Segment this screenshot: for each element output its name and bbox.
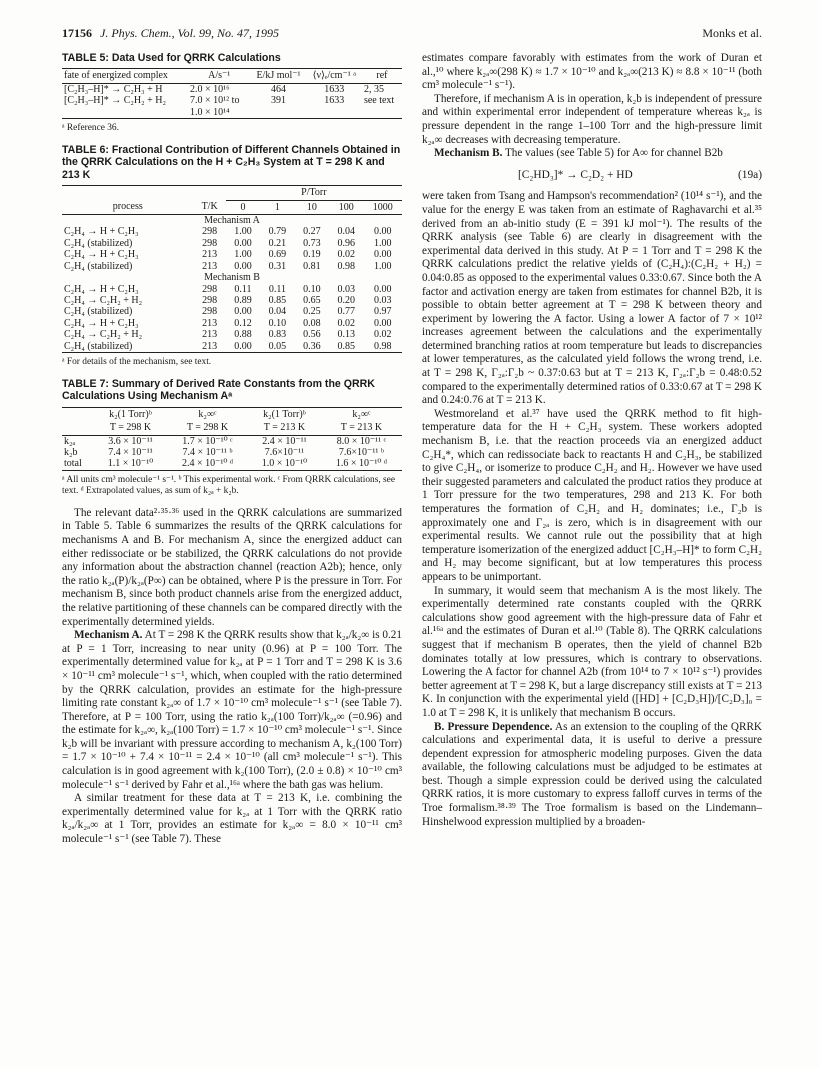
mechanism-b-paragraph	[422, 147, 762, 161]
table-cell: 0.73	[303, 237, 321, 249]
table-cell: 0.04	[268, 306, 287, 318]
table-cell: C₂H₄ → C₂H₂ + H₂	[64, 329, 143, 341]
table-row	[62, 249, 402, 260]
table-cell: 0.85	[268, 294, 287, 306]
table-row	[62, 238, 402, 249]
table6-header: 10	[295, 200, 329, 214]
body-paragraph: estimates compare favorably with estimates from the work of Duran et al.,¹⁰ where k₂ₐ∞(298 K) ≈ 1.7 × 10⁻¹⁰ and k₂ₐ∞(213 K) ≈ 8.8 × 10⁻¹¹ (both cm³ molecule⁻¹ s⁻¹).	[422, 52, 762, 92]
table-row	[62, 458, 402, 470]
table-row	[62, 435, 402, 447]
page-number: 17156	[62, 26, 92, 40]
table7-footnote: ᵃ All units cm³ molecule⁻¹ s⁻¹. ᵇ This experimental work. ᶜ From QRRK calculations, see text. ᵈ Extrapolated values, as sum of k₂ₐ + k₂b.	[62, 474, 395, 496]
mechanism-a-label: Mechanism A	[204, 215, 260, 227]
paragraph-text: As an extension to the coupling of the QRRK calculations and experimental data, it is useful to derive a pressure dependent expression for atmospheric modeling purposes. Given the data available, the following calculations must be adjudged to be estimates at best. Though a simple expression could be derived using the calculated QRRK ratios, it is more customary to express falloff curves in terms of the Troe formalism.³⁸·³⁹ The Troe formalism is based on the Lindemann–Hinshelwood expression multiplied by a broaden-	[422, 720, 762, 828]
table-cell: C₂H₄ (stabilized)	[64, 260, 133, 272]
table-cell: 0.97	[373, 306, 392, 318]
table7-header: T = 213 K	[321, 421, 402, 435]
table-cell: 0.20	[337, 294, 356, 306]
table-cell: 0.31	[268, 260, 287, 272]
paragraph-text: The values (see Table 5) for A∞ for channel B2b	[502, 147, 723, 160]
table-cell: 0.02	[373, 329, 392, 341]
right-column	[422, 52, 762, 829]
table-cell: C₂H₄ (stabilized)	[64, 237, 133, 249]
table7-header: T = 213 K	[248, 421, 321, 435]
table-cell: 213	[202, 249, 218, 261]
body-paragraph: were taken from Tsang and Hampson's recommendation² (10¹⁴ s⁻¹), and the value for the energy E was taken from an estimate of Raghavarchi et al.³⁵ derived from an ab-initio study (E = 391 kJ mol⁻¹). The results of the QRRK analysis (see Table 6) are clearly in disagreement with the experimental data derived in this study. At P = 1 Torr and T = 298 K the QRRK calculations predict the relative yields of (C₂H₄):(C₂H₂ + H₂) = 0.04:0.85 as opposed to the experimental values 0.33:0.67. Since both the A factor and activation energy are taken from estimates for channel B2b, it is possible to obtain better agreement at T = 298 K between theory and experiment by lowering the A factor. Using a lower A factor of 7 × 10¹² increases agreement between the calculations and the experimentally determined branching ratios at room temperature but leads to discrepancies at lower temperatures, as the calculated yield follows the wrong trend, i.e. at T = 298 K, Γ₂ₐ:Γ₂b ~ 0.37:0.63 but at T = 213 K, Γ₂ₐ:Γ₂b = 0.48:0.52 compared to the experimentally determined ratios of 0.33:0.67 at T = 298 K and 0.24:0.76 at T = 213 K.	[422, 190, 762, 407]
table-cell: 298	[202, 306, 218, 318]
table-cell: 0.36	[303, 340, 321, 352]
table-cell: 0.03	[337, 283, 356, 295]
table-cell: 0.77	[337, 306, 356, 318]
table-cell: 0.02	[337, 317, 356, 329]
table-cell: C₂H₄ → H + C₂H₃	[64, 317, 139, 329]
section-heading: Mechanism B.	[434, 147, 503, 160]
table7	[62, 407, 402, 471]
pressure-dependence-paragraph	[422, 721, 762, 830]
table-cell	[362, 107, 402, 119]
table7-header: T = 298 K	[94, 421, 167, 435]
table-cell: [C₂H₃–H]* → C₂H₂ + H₂	[64, 95, 166, 107]
table7-header	[62, 407, 94, 421]
table-cell: 2, 35	[363, 83, 384, 95]
table-cell: 298	[202, 294, 218, 306]
table-cell: 1.00	[234, 249, 252, 261]
table6-header: T/K	[194, 200, 226, 214]
mechanism-a-paragraph	[62, 629, 402, 792]
table-cell: see text	[363, 95, 395, 107]
table-cell: C₂H₄ (stabilized)	[64, 340, 133, 352]
table-cell: 7.6×10⁻¹¹	[264, 446, 305, 458]
table-cell: k₂b	[64, 446, 78, 458]
table5-header: A/s⁻¹	[188, 69, 250, 83]
table7-header	[62, 421, 94, 435]
table-cell: 0.83	[268, 329, 287, 341]
table-cell: 0.10	[303, 283, 321, 295]
table-row	[62, 306, 402, 317]
table-cell: 0.98	[373, 340, 392, 352]
table-cell: 1.0 × 10¹⁴	[190, 106, 230, 118]
table-cell: 298	[202, 237, 218, 249]
table6-footnote: ᵃ For details of the mechanism, see text.	[62, 356, 212, 367]
table-cell: 0.10	[268, 317, 287, 329]
table5-header: ⟨ν⟩ₑ/cm⁻¹ ᵃ	[307, 69, 362, 83]
table-cell: C₂H₄ → H + C₂H₃	[64, 249, 139, 261]
table-cell: 7.0 × 10¹² to	[190, 95, 240, 107]
table-cell: 7.6×10⁻¹¹ ᵇ	[338, 446, 384, 458]
table-cell	[62, 107, 188, 119]
table-cell: 0.98	[337, 260, 356, 272]
table-cell: 7.4 × 10⁻¹¹ ᵇ	[182, 446, 233, 458]
table-cell: 0.56	[303, 329, 321, 341]
table6-caption: TABLE 6: Fractional Contribution of Different Channels Obtained in the QRRK Calculations on the H + C₂H₃ System at T = 298 K and 213 K	[62, 144, 401, 181]
section-heading: B. Pressure Dependence.	[434, 720, 553, 733]
table-cell: k₂ₐ	[64, 435, 76, 447]
table-cell: 213	[202, 340, 218, 352]
table-cell: 0.00	[234, 340, 252, 352]
table6-header: 1000	[363, 200, 402, 214]
table-cell: 0.00	[234, 237, 252, 249]
table-cell: 2.0 × 10¹⁶	[190, 83, 230, 95]
table5-header: ref	[362, 69, 402, 83]
table-cell: 0.21	[268, 237, 287, 249]
table-cell: 0.13	[337, 329, 356, 341]
table-cell: 0.05	[268, 340, 287, 352]
table-row	[62, 295, 402, 306]
table-cell: 0.25	[303, 306, 321, 318]
table-cell: 0.00	[234, 306, 252, 318]
table-cell: 0.19	[303, 249, 321, 261]
left-column	[62, 52, 402, 847]
table-cell: 0.79	[268, 226, 287, 238]
table-row	[62, 83, 402, 95]
table-cell: 1.00	[373, 260, 392, 272]
table5-header: E/kJ mol⁻¹	[250, 69, 306, 83]
table-cell: 0.00	[234, 260, 252, 272]
table-cell: C₂H₄ (stabilized)	[64, 306, 133, 318]
table-row	[62, 226, 402, 237]
table-row	[62, 341, 402, 353]
equation-19a	[422, 169, 762, 183]
body-paragraph: Therefore, if mechanism A is in operation, k₂b is independent of pressure and within experimental error independent of temperature whereas k₂ₐ is pressure dependent in the range 1–100 Torr and the high-pressure limit k₂ₐ∞ decreases with decreasing temperature.	[422, 92, 762, 146]
table6-header: process	[62, 200, 194, 214]
table-cell: 1.6 × 10⁻¹⁰ ᵈ	[335, 458, 387, 470]
table7-header: k₂∞ᶜ	[198, 408, 217, 420]
table-cell: 0.12	[234, 317, 252, 329]
table-cell: 0.00	[373, 283, 392, 295]
table7-header: k₂∞ᶜ	[352, 408, 371, 420]
table-cell: 213	[202, 260, 218, 272]
table-cell	[307, 107, 362, 119]
table-row	[62, 107, 402, 119]
table-cell: 391	[271, 95, 286, 107]
table-row	[62, 318, 402, 329]
table-cell: 0.11	[234, 283, 252, 295]
table-cell: 213	[202, 317, 218, 329]
journal-page	[62, 26, 762, 1056]
table-cell: 0.08	[303, 317, 321, 329]
table6-pressure-label: P/Torr	[226, 186, 402, 200]
table-cell: 1633	[324, 95, 345, 107]
table-row	[62, 447, 402, 458]
table-cell: 7.4 × 10⁻¹¹	[108, 446, 153, 458]
table-cell: 2.4 × 10⁻¹⁰ ᵈ	[181, 458, 233, 470]
table-cell: 1633	[324, 83, 345, 95]
table5-footnote: ᵃ Reference 36.	[62, 123, 119, 134]
mechanism-b-label: Mechanism B	[204, 272, 260, 284]
table6-header: 0	[226, 200, 260, 214]
equation-expression: [C₂HD₃]* → C₂D₂ + HD	[518, 168, 633, 181]
table5-header: fate of energized complex	[62, 69, 188, 83]
table-cell: 8.0 × 10⁻¹¹ ᶜ	[336, 435, 387, 447]
table-cell: 1.7 × 10⁻¹⁰ ᶜ	[182, 435, 233, 447]
table-cell: 0.65	[303, 294, 321, 306]
table-row	[62, 261, 402, 272]
table-row	[62, 95, 402, 106]
page-header	[62, 26, 762, 44]
table-cell: 0.00	[373, 317, 392, 329]
table-cell: 0.04	[337, 226, 356, 238]
equation-number: (19a)	[737, 168, 762, 181]
table5	[62, 68, 402, 119]
table-cell: [C₂H₃–H]* → C₂H₃ + H	[64, 83, 163, 95]
table-cell: 298	[202, 283, 218, 295]
table7-header: T = 298 K	[167, 421, 248, 435]
table-cell: 0.89	[234, 294, 252, 306]
paragraph-text: At T = 298 K the QRRK results show that k₂ₐ/k₂∞ is 0.21 at P = 1 Torr, increasing to near unity (0.96) at P = 100 Torr. The experimentally determined value for k₂ₐ at P = 1 Torr and T = 298 K is 3.6 × 10⁻¹¹ cm³ molecule⁻¹ s⁻¹, which, when coupled with the ratio determined by the QRRK calculation, provides an estimate for the high-pressure limiting rate constant k₂ₐ∞ of 1.7 × 10⁻¹⁰ cm³ molecule⁻¹ s⁻¹ (see Table 7). Therefore, at P = 100 Torr, using the ratio k₂ₐ(100 Torr)/k₂ₐ∞ (=0.96) and the estimate for k₂ₐ∞, k₂ₐ(100 Torr) = 1.7 × 10⁻¹⁰ cm³ molecule⁻¹ s⁻¹. Since k₂b will be invariant with pressure according to mechanism A, k₂(100 Torr) = 1.7 × 10⁻¹⁰ + 7.4 × 10⁻¹¹ = 2.4 × 10⁻¹⁰ (all cm³ molecule⁻¹ s⁻¹). This calculation is in good agreement with k₂(100 Torr), (2.0 ± 0.8) × 10⁻¹⁰ cm³ molecule⁻¹ s⁻¹ derived by Fahr et al.,¹⁶ᵃ where the bath gas was helium.	[62, 629, 402, 791]
table-cell: C₂H₄ → H + C₂H₃	[64, 283, 139, 295]
table-cell: 0.96	[337, 237, 356, 249]
body-paragraph: The relevant data²·³⁵·³⁶ used in the QRRK calculations are summarized in Table 5. Table 6 summarizes the results of the QRRK calculations for mechanisms A and B. For mechanism A, since the energized adduct can either redissociate or be stabilized, the QRRK calculations do not provide any information about the abstraction channel (reaction A2b); hence, only the ratio k₂ₐ(P)/k₂ₐ(P∞) can be obtained, where P is the pressure in Torr. For mechanism B, since both product channels arise from the energized adduct, the relative partitioning of these channels can be compared directly with the experimentally determined yields.	[62, 506, 402, 628]
table-cell: C₂H₄ → H + C₂H₃	[64, 226, 139, 238]
table-cell: C₂H₄ → C₂H₂ + H₂	[64, 294, 143, 306]
table6	[62, 185, 402, 353]
table-row	[62, 329, 402, 340]
table-cell: 1.1 × 10⁻¹⁰	[107, 458, 154, 470]
body-paragraph: Westmoreland et al.³⁷ have used the QRRK method to fit high-temperature data for the H + C₂H₃ system. These workers adopted mechanism B, i.e. that the reaction proceeds via an energized adduct C₂H₄*, which can redissociate back to reactants H and C₂H₃, be stabilized to give C₂H₄, or isomerize to produce C₂H₂ and H₂. However we have used their suggested parameters and calculated the product ratios they produce at 1 Torr pressure for the two temperatures, 298 and 213 K. For both temperatures the formation of C₂H₂ and H₂ dominates; i.e., Γ₂b is approximately one and Γ₂ₐ is zero, which is in disagreement with our experimental results. We cannot rule out the possibility that at high temperature isomerization of the energized adduct [C₂H₃–H]* to form C₂H₂ and H₂ may become significant, but at low temperatures this process appears to be unimportant.	[422, 407, 762, 583]
table-cell: 1.00	[373, 237, 392, 249]
table-cell: 464	[271, 83, 286, 95]
table-cell: 0.00	[373, 226, 392, 238]
table7-caption: TABLE 7: Summary of Derived Rate Constants from the QRRK Calculations Using Mechanism Aᵃ	[62, 377, 375, 403]
table-cell: 0.03	[373, 294, 392, 306]
table-cell: 0.02	[337, 249, 356, 261]
body-paragraph: In summary, it would seem that mechanism A is the most likely. The experimentally determined rate constants coupled with the QRRK calculations show good agreement with the high-pressure data of Fahr et al.¹⁶ᵃ and the estimates of Duran et al.¹⁰ (Table 8). The QRRK calculations suggest that if mechanism B operates, then the yield of channel B2b dominates totally at low pressures, which is contrary to observations. Lowering the A factor for channel A2b (from 10¹⁴ to 7 × 10¹² s⁻¹) provides better agreement at T = 298 K, but a large discrepancy still exists at T = 213 K. In conjunction with the experimental yield ([HD] + [C₂D₃H])/[C₂D₃]₀ = 1.0 at T = 298 K, it is unlikely that mechanism B occurs.	[422, 584, 762, 719]
running-authors: Monks et al.	[702, 26, 762, 40]
table7-header: k₂(1 Torr)ᵇ	[109, 408, 152, 420]
table-cell: 0.85	[337, 340, 356, 352]
table-row	[62, 284, 402, 295]
table-cell	[250, 107, 306, 119]
table6-header: 100	[329, 200, 363, 214]
table-cell: 1.00	[234, 226, 252, 238]
table-cell: 3.6 × 10⁻¹¹	[108, 435, 153, 447]
table-cell: total	[64, 458, 82, 470]
table-cell: 0.69	[268, 249, 287, 261]
table-cell: 0.88	[234, 329, 252, 341]
table-cell: 0.00	[373, 249, 392, 261]
table-cell: 213	[202, 329, 218, 341]
body-paragraph: A similar treatment for these data at T = 213 K, i.e. combining the experimentally determined value for k₂ₐ at 1 Torr with the QRRK ratio k₂ₐ/k₂ₐ∞ at 1 Torr, provides an estimate for k₂ₐ∞ = 8.0 × 10⁻¹¹ cm³ molecule⁻¹ s⁻¹ (see Table 7). These	[62, 792, 402, 846]
section-heading: Mechanism A.	[74, 629, 143, 642]
table7-header: k₂(1 Torr)ᵇ	[263, 408, 306, 420]
table-cell: 0.81	[303, 260, 321, 272]
journal-citation: J. Phys. Chem., Vol. 99, No. 47, 1995	[100, 26, 279, 40]
table-cell: 0.11	[268, 283, 286, 295]
table-cell: 298	[202, 226, 218, 238]
table6-header: 1	[260, 200, 294, 214]
table-cell: 2.4 × 10⁻¹¹	[262, 435, 307, 447]
table-cell: 1.0 × 10⁻¹⁰	[261, 458, 308, 470]
table5-caption: TABLE 5: Data Used for QRRK Calculations	[62, 52, 281, 64]
table-cell: 0.27	[303, 226, 321, 238]
